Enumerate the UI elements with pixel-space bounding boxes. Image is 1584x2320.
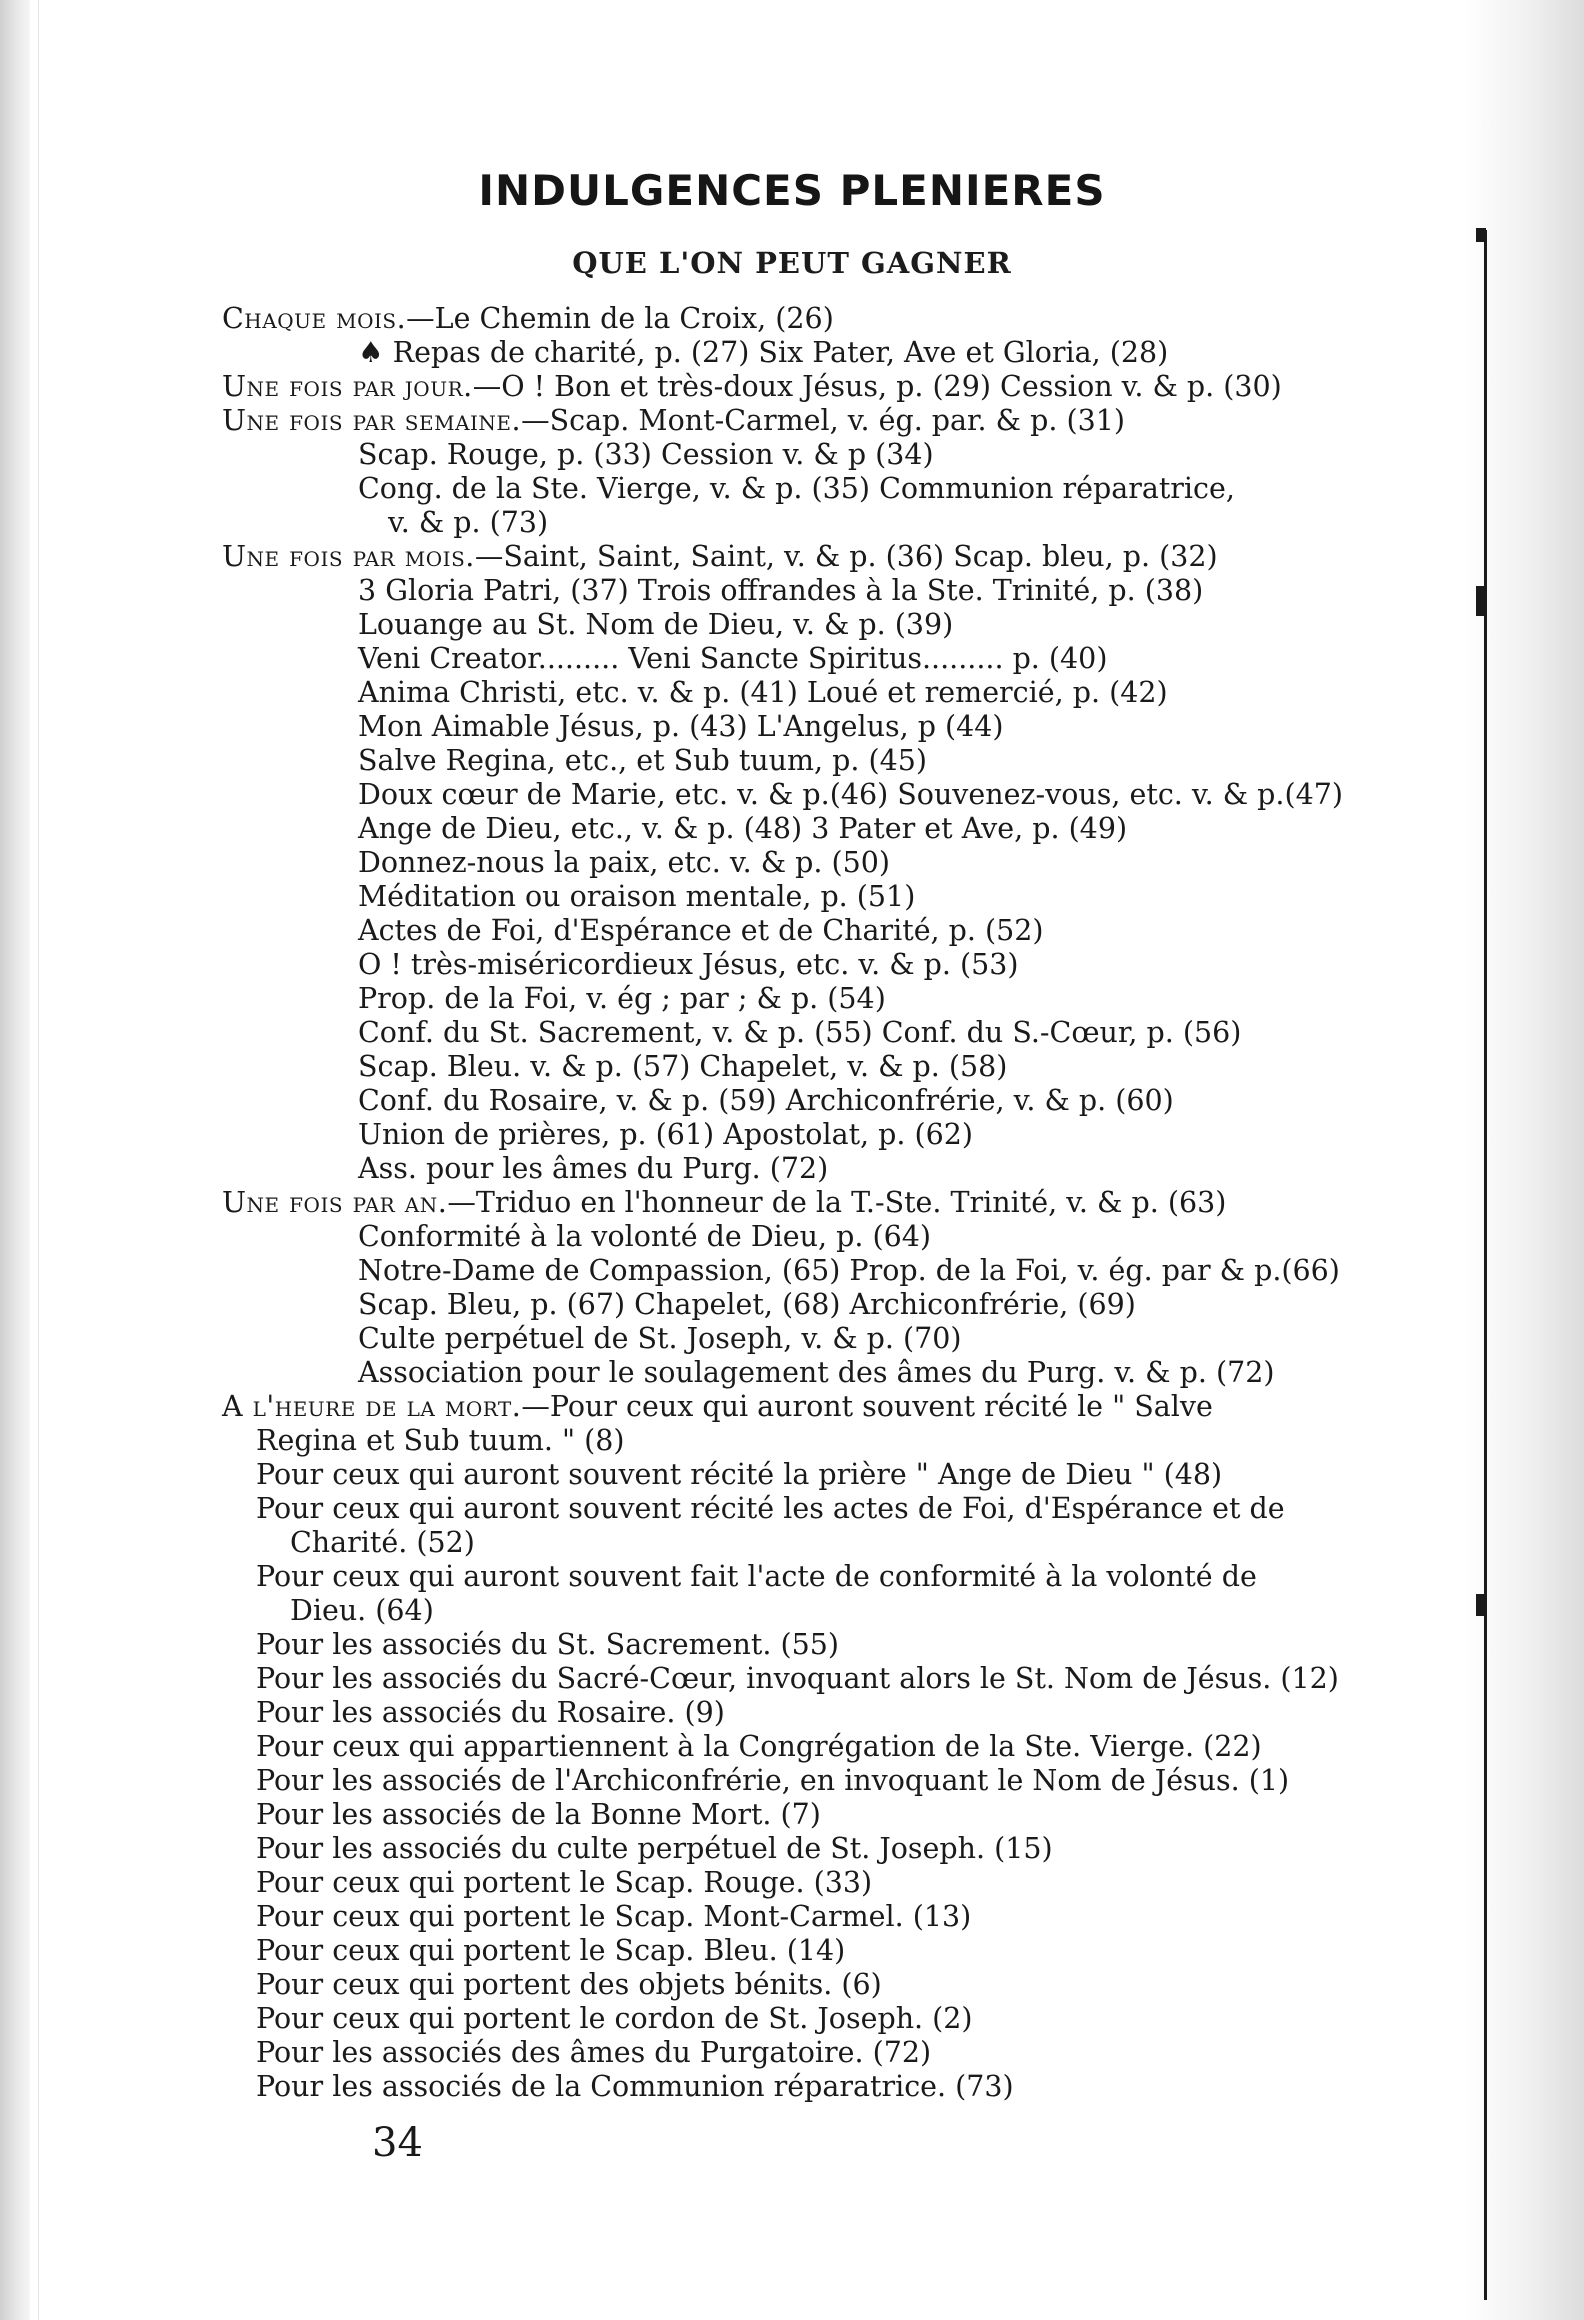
entry-line: Pour ceux qui auront souvent récité les actes de Foi, d'Espérance et de bbox=[256, 1492, 1285, 1525]
section-heading-line bbox=[222, 540, 1218, 574]
section-lead: Une fois par an. bbox=[222, 1186, 448, 1219]
entry-line: Pour les associés de la Bonne Mort. (7) bbox=[256, 1798, 821, 1831]
entry-line: Pour les associés de l'Archiconfrérie, en invoquant le Nom de Jésus. (1) bbox=[256, 1764, 1290, 1797]
entry-line: Méditation ou oraison mentale, p. (51) bbox=[358, 880, 916, 913]
page-number: 34 bbox=[372, 2120, 423, 2166]
section-lead: Chaque mois. bbox=[222, 302, 407, 335]
entry-line: Anima Christi, etc. v. & p. (41) Loué et remercié, p. (42) bbox=[358, 676, 1168, 709]
entry-line: Conf. du Rosaire, v. & p. (59) Archiconfrérie, v. & p. (60) bbox=[358, 1084, 1174, 1117]
entry-text: —Saint, Saint, Saint, v. & p. (36) Scap. bleu, p. (32) bbox=[474, 540, 1218, 573]
section-lead: Une fois par mois. bbox=[222, 540, 475, 573]
page-subtitle: QUE L'ON PEUT GAGNER bbox=[572, 246, 1012, 280]
entry-line: Pour ceux qui appartiennent à la Congrégation de la Ste. Vierge. (22) bbox=[256, 1730, 1262, 1763]
entry-line: Pour les associés de la Communion réparatrice. (73) bbox=[256, 2070, 1014, 2103]
entry-line: Association pour le soulagement des âmes du Purg. v. & p. (72) bbox=[358, 1356, 1275, 1389]
entry-line: Pour ceux qui portent des objets bénits. (6) bbox=[256, 1968, 882, 2001]
entry-text: —Le Chemin de la Croix, (26) bbox=[406, 302, 834, 335]
entry-line: Cong. de la Ste. Vierge, v. & p. (35) Communion réparatrice, bbox=[358, 472, 1235, 505]
section-heading-line bbox=[222, 404, 1125, 438]
entry-line: Pour les associés du St. Sacrement. (55) bbox=[256, 1628, 839, 1661]
entry-text: —Triduo en l'honneur de la T.-Ste. Trinité, v. & p. (63) bbox=[447, 1186, 1227, 1219]
entry-line: Scap. Rouge, p. (33) Cession v. & p (34) bbox=[358, 438, 934, 471]
entry-line: Pour ceux qui portent le cordon de St. Joseph. (2) bbox=[256, 2002, 973, 2035]
entry-line: Union de prières, p. (61) Apostolat, p. (62) bbox=[358, 1118, 974, 1151]
entry-line: Ange de Dieu, etc., v. & p. (48) 3 Pater et Ave, p. (49) bbox=[358, 812, 1128, 845]
entry-line: Dieu. (64) bbox=[290, 1594, 434, 1627]
entry-line: Pour ceux qui portent le Scap. Bleu. (14) bbox=[256, 1934, 846, 1967]
entry-line: Regina et Sub tuum. " (8) bbox=[256, 1424, 625, 1457]
section-lead: Une fois par jour. bbox=[222, 370, 473, 403]
entry-line: Doux cœur de Marie, etc. v. & p.(46) Souvenez-vous, etc. v. & p.(47) bbox=[358, 778, 1343, 811]
entry-line: Notre-Dame de Compassion, (65) Prop. de la Foi, v. ég. par & p.(66) bbox=[358, 1254, 1340, 1287]
entry-line: Pour les associés du Sacré-Cœur, invoquant alors le St. Nom de Jésus. (12) bbox=[256, 1662, 1339, 1695]
entry-line: Prop. de la Foi, v. ég ; par ; & p. (54) bbox=[358, 982, 886, 1015]
entry-line: Scap. Bleu, p. (67) Chapelet, (68) Archiconfrérie, (69) bbox=[358, 1288, 1136, 1321]
section-heading-line bbox=[222, 1390, 1213, 1424]
entry-line: Pour ceux qui auront souvent fait l'acte de conformité à la volonté de bbox=[256, 1560, 1257, 1593]
page-title: INDULGENCES PLENIERES bbox=[478, 166, 1106, 215]
entry-line: Pour les associés du Rosaire. (9) bbox=[256, 1696, 725, 1729]
entry-line: ♠ Repas de charité, p. (27) Six Pater, Ave et Gloria, (28) bbox=[358, 336, 1169, 369]
entry-line: Conf. du St. Sacrement, v. & p. (55) Conf. du S.-Cœur, p. (56) bbox=[358, 1016, 1242, 1049]
entry-line: Pour ceux qui portent le Scap. Mont-Carmel. (13) bbox=[256, 1900, 972, 1933]
entry-text: —Pour ceux qui auront souvent récité le " Salve bbox=[521, 1390, 1213, 1423]
section-heading-line bbox=[222, 302, 834, 336]
entry-text: —Scap. Mont-Carmel, v. ég. par. & p. (31) bbox=[521, 404, 1125, 437]
entry-text: —O ! Bon et très-doux Jésus, p. (29) Cession v. & p. (30) bbox=[472, 370, 1282, 403]
entry-line: Louange au St. Nom de Dieu, v. & p. (39) bbox=[358, 608, 954, 641]
entry-line: Pour les associés du culte perpétuel de St. Joseph. (15) bbox=[256, 1832, 1053, 1865]
entry-line: Donnez-nous la paix, etc. v. & p. (50) bbox=[358, 846, 891, 879]
entry-line: Scap. Bleu. v. & p. (57) Chapelet, v. & p. (58) bbox=[358, 1050, 1008, 1083]
section-heading-line bbox=[222, 370, 1282, 404]
entry-line: Pour les associés des âmes du Purgatoire. (72) bbox=[256, 2036, 932, 2069]
entry-line: 3 Gloria Patri, (37) Trois offrandes à la Ste. Trinité, p. (38) bbox=[358, 574, 1204, 607]
entry-line: Conformité à la volonté de Dieu, p. (64) bbox=[358, 1220, 931, 1253]
section-heading-line bbox=[222, 1186, 1226, 1220]
section-lead: Une fois par semaine. bbox=[222, 404, 522, 437]
entry-line: O ! très-miséricordieux Jésus, etc. v. & p. (53) bbox=[358, 948, 1019, 981]
section-lead: A l'heure de la mort. bbox=[222, 1390, 522, 1423]
entry-line: Mon Aimable Jésus, p. (43) L'Angelus, p (44) bbox=[358, 710, 1004, 743]
entry-line: v. & p. (73) bbox=[388, 506, 549, 539]
entry-line: Pour ceux qui portent le Scap. Rouge. (33) bbox=[256, 1866, 873, 1899]
entry-line: Charité. (52) bbox=[290, 1526, 475, 1559]
entry-line: Ass. pour les âmes du Purg. (72) bbox=[358, 1152, 829, 1185]
entry-line: Actes de Foi, d'Espérance et de Charité, p. (52) bbox=[358, 914, 1044, 947]
entry-line: Culte perpétuel de St. Joseph, v. & p. (70) bbox=[358, 1322, 962, 1355]
entry-line: Pour ceux qui auront souvent récité la prière " Ange de Dieu " (48) bbox=[256, 1458, 1223, 1491]
entry-line: Veni Creator......... Veni Sancte Spiritus......... p. (40) bbox=[358, 642, 1108, 675]
entry-line: Salve Regina, etc., et Sub tuum, p. (45) bbox=[358, 744, 927, 777]
